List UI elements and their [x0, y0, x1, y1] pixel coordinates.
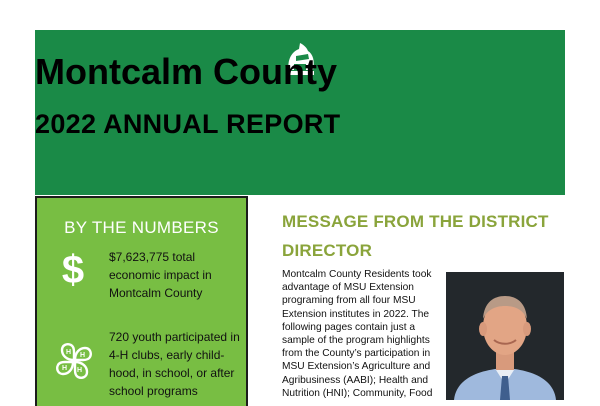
svg-text:$: $: [61, 248, 85, 290]
svg-text:H: H: [80, 352, 86, 359]
svg-text:H: H: [66, 349, 72, 356]
stat-youth-participation: 720 youth participated in 4-H clubs, early child-hood, in school, or after school programs: [109, 330, 240, 398]
district-director-photo: [446, 272, 564, 400]
svg-text:H: H: [77, 367, 83, 374]
four-h-clover-icon: [53, 340, 95, 382]
report-title: 2022 ANNUAL REPORT: [35, 109, 341, 139]
dollar-sign-icon: [57, 248, 89, 290]
svg-text:H: H: [62, 365, 68, 372]
by-the-numbers-heading: BY THE NUMBERS: [64, 218, 219, 237]
by-the-numbers-panel: [35, 196, 248, 406]
county-name: Montcalm County: [35, 51, 337, 92]
message-heading: MESSAGE FROM THE DISTRICT DIRECTOR: [282, 212, 549, 260]
stat-economic-impact: $7,623,775 total economic impact in Montcalm County: [109, 250, 212, 300]
message-body: Montcalm County Residents took advantage of MSU Extension programing from all four MSU Extension institutes in 2022. The following pages contain just a sample of the program highlights from the County’s participation in MSU Extension’s Agriculture and Agribusiness (AABI); Health and Nutrition (HNI); Community, Food: [282, 269, 433, 399]
